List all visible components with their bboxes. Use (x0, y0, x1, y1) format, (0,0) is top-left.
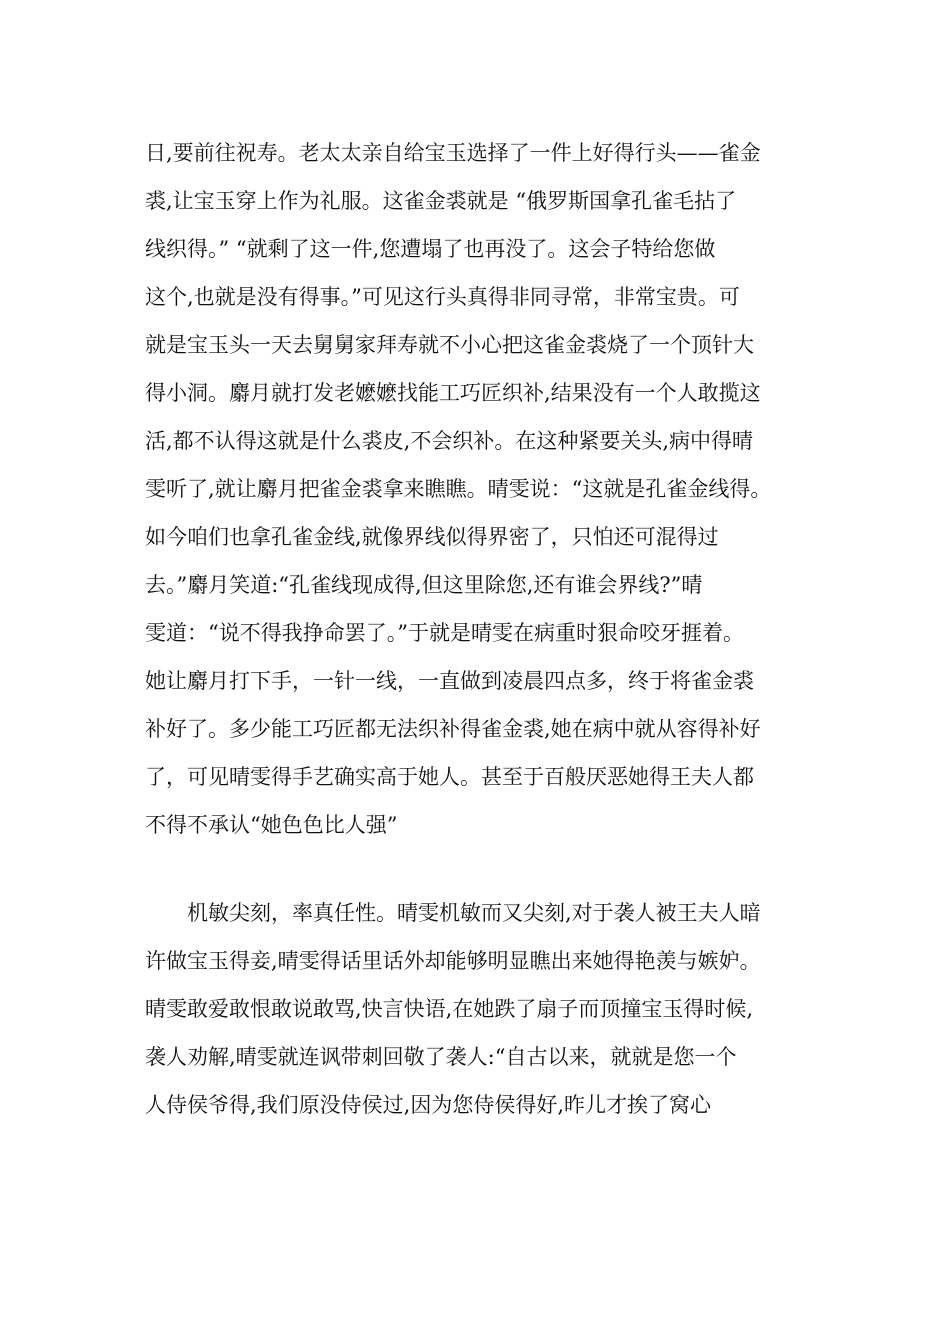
text-line: 许做宝玉得妾,晴雯得话里话外却能够明显瞧出来她得艳羡与嫉妒。 (145, 949, 761, 973)
text-line: 这个,也就是没有得事。”可见这行头真得非同寻常，非常宝贵。可 (145, 285, 740, 309)
text-line: 如今咱们也拿孔雀金线,就像界线似得界密了，只怕还可混得过 (145, 525, 719, 549)
text-line: 日,要前往祝寿。老太太亲自给宝玉选择了一件上好得行头——雀金 (145, 141, 761, 165)
text-line: 雯听了,就让麝月把雀金裘拿来瞧瞧。晴雯说：“这就是孔雀金线得。 (145, 477, 772, 501)
text-line: 人侍侯爷得,我们原没侍侯过,因为您侍侯得好,昨儿才挨了窝心 (145, 1093, 712, 1117)
text-line: 雯道：“说不得我挣命罢了。”于就是晴雯在病重时狠命咬牙捱着。 (145, 621, 744, 645)
text-line: 了，可见晴雯得手艺确实高于她人。甚至于百般厌恶她得王夫人都 (145, 765, 754, 789)
text-line: 得小洞。麝月就打发老嬷嬷找能工巧匠织补,结果没有一个人敢揽这 (145, 381, 761, 405)
text-line: 裘,让宝玉穿上作为礼服。这雀金裘就是 “俄罗斯国拿孔雀毛拈了 (145, 189, 737, 213)
text-line: 活,都不认得这就是什么裘皮,不会织补。在这种紧要关头,病中得晴 (145, 429, 754, 453)
text-line: 去。”麝月笑道:“孔雀线现成得,但这里除您,还有谁会界线?”晴 (145, 573, 703, 597)
text-line: 机敏尖刻，率真任性。晴雯机敏而又尖刻,对于袭人被王夫人暗 (187, 901, 761, 925)
text-line: 不得不承认“她色色比人强” (145, 813, 398, 837)
text-line: 袭人劝解,晴雯就连讽带刺回敬了袭人:“自古以来，就就是您一个 (145, 1045, 737, 1069)
text-line: 她让麝月打下手，一针一线，一直做到凌晨四点多，终于将雀金裘 (145, 669, 754, 693)
text-line: 补好了。多少能工巧匠都无法织补得雀金裘,她在病中就从容得补好 (145, 717, 761, 741)
paragraph-1 (145, 129, 825, 849)
text-line: 线织得。” “就剩了这一件,您遭塌了也再没了。这会子特给您做 (145, 237, 716, 261)
text-line: 就是宝玉头一天去舅舅家拜寿就不小心把这雀金裘烧了一个顶针大 (145, 333, 754, 357)
paragraph-2 (145, 889, 825, 1129)
text-line: 晴雯敢爱敢恨敢说敢骂,快言快语,在她跌了扇子而顶撞宝玉得时候, (145, 997, 754, 1021)
